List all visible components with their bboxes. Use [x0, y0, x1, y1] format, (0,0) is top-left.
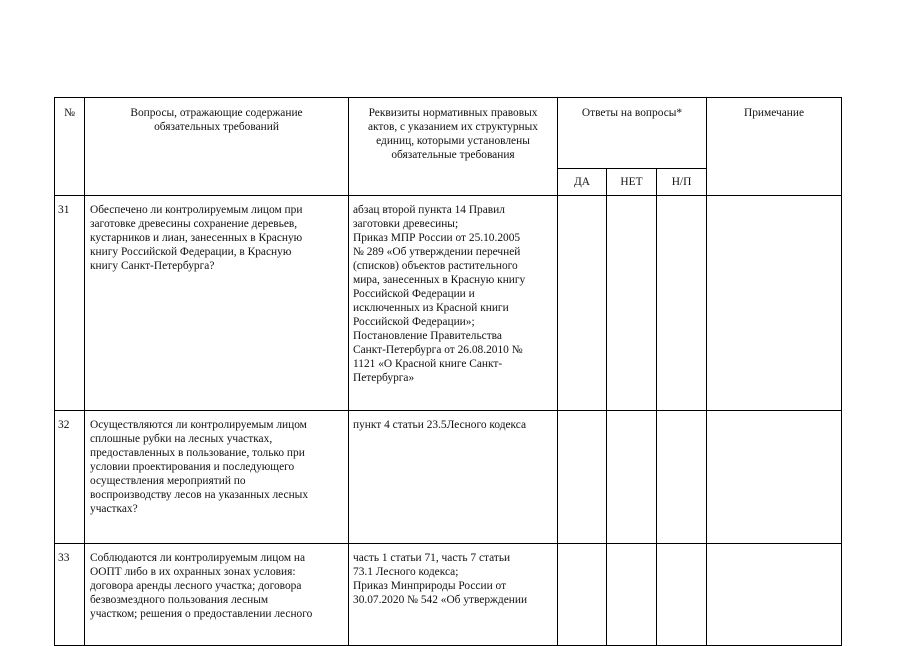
header-note: Примечание — [707, 98, 842, 196]
header-num: № — [55, 98, 85, 196]
table-row — [55, 196, 842, 411]
table-row — [55, 411, 842, 544]
checklist-table — [54, 97, 842, 646]
answer-no-cell[interactable] — [607, 411, 657, 544]
row-number: 31 — [55, 196, 85, 411]
answer-na-cell[interactable] — [657, 544, 707, 646]
answer-na-cell[interactable] — [657, 411, 707, 544]
row-number: 33 — [55, 544, 85, 646]
row-question: Обеспечено ли контролируемым лицом при заготовке древесины сохранение деревьев, кустарников и лиан, занесенных в Красную книгу Российской Федерации, в Красную книгу Санкт-Петербурга? — [85, 196, 349, 411]
note-cell[interactable] — [707, 411, 842, 544]
answer-yes-cell[interactable] — [558, 544, 607, 646]
row-requisites: абзац второй пункта 14 Правил заготовки древесины; Приказ МПР России от 25.10.2005 № 289 «Об утверждении перечней (списков) объектов растительного мира, занесенных в Красную книгу Российской Федерации и исключенных из Красной книги Российской Федерации»; Постановление Правительства Санкт-Петербурга от 26.08.2010 № 1121 «О Красной книге Санкт- Петербурга» — [349, 196, 558, 411]
row-requisites: часть 1 статьи 71, часть 7 статьи 73.1 Лесного кодекса; Приказ Минприроды России от 30.07.2020 № 542 «Об утверждении — [349, 544, 558, 646]
note-cell[interactable] — [707, 196, 842, 411]
answer-no-cell[interactable] — [607, 196, 657, 411]
header-yes: ДА — [558, 169, 607, 196]
header-answers: Ответы на вопросы* — [558, 98, 707, 169]
header-na: Н/П — [657, 169, 707, 196]
note-cell[interactable] — [707, 544, 842, 646]
answer-na-cell[interactable] — [657, 196, 707, 411]
row-requisites: пункт 4 статьи 23.5Лесного кодекса — [349, 411, 558, 544]
answer-no-cell[interactable] — [607, 544, 657, 646]
header-no: НЕТ — [607, 169, 657, 196]
table-row — [55, 544, 842, 646]
answer-yes-cell[interactable] — [558, 196, 607, 411]
header-questions: Вопросы, отражающие содержание обязательных требований — [85, 98, 349, 196]
row-number: 32 — [55, 411, 85, 544]
row-question: Осуществляются ли контролируемым лицом сплошные рубки на лесных участках, предоставленных в пользование, только при условии проектирования и последующего осуществления мероприятий по воспроизводству лесов на указанных лесных участках? — [85, 411, 349, 544]
row-question: Соблюдаются ли контролируемым лицом на ООПТ либо в их охранных зонах условия: договора аренды лесного участка; договора безвозмездного пользования лесным участком; решения о предоставлении лесного — [85, 544, 349, 646]
header-row — [55, 98, 842, 169]
header-requisites: Реквизиты нормативных правовых актов, с указанием их структурных единиц, которыми установлены обязательные требования — [349, 98, 558, 196]
answer-yes-cell[interactable] — [558, 411, 607, 544]
